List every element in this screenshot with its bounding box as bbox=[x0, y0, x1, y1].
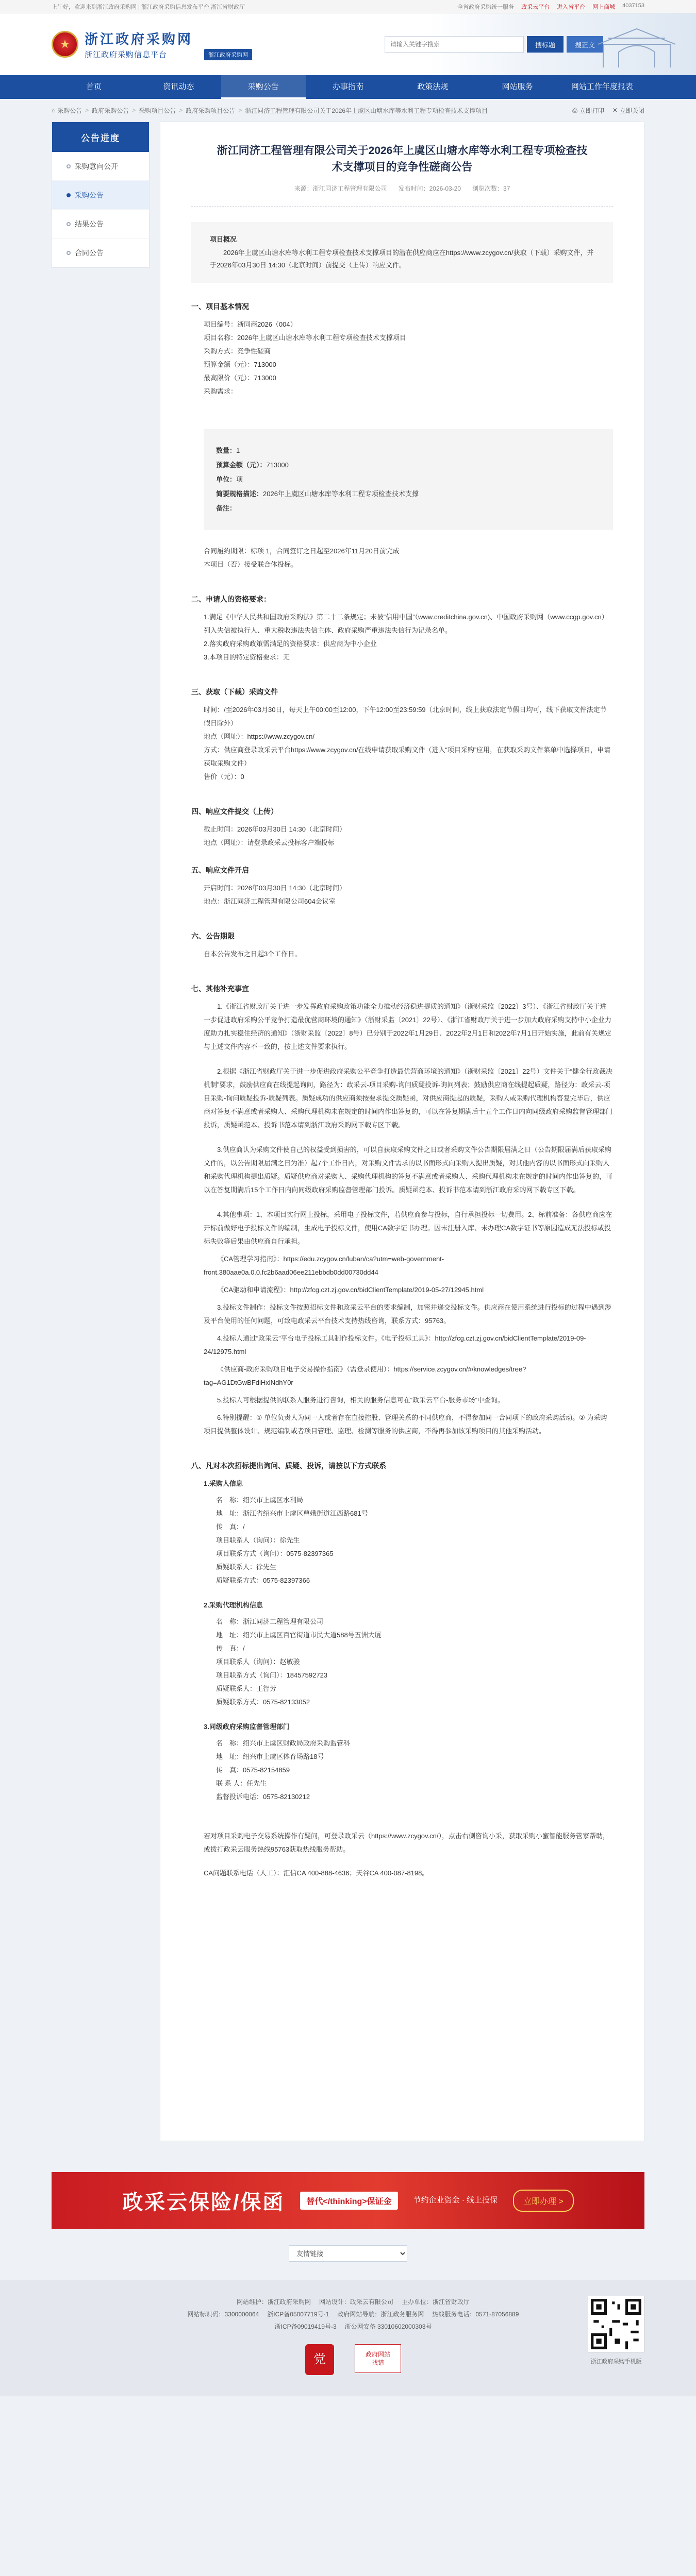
info-line: 截止时间：2026年03月30日 14:30（北京时间） bbox=[204, 825, 346, 833]
divider bbox=[191, 206, 613, 207]
nav-guide[interactable]: 办事指南 bbox=[332, 82, 363, 91]
info-line: 地点（网址）：请登录政采云投标客户端投标 bbox=[204, 839, 335, 846]
search-title-button[interactable]: 搜标题 bbox=[527, 36, 564, 53]
info-line: 合同履约期限：标项 1，合同签订之日起至2026年11月20日前完成 bbox=[204, 547, 400, 555]
search-input[interactable] bbox=[385, 36, 524, 53]
paragraph: 3.供应商认为采购文件使自己的权益受到损害的，可以自获取采购文件之日或者采购文件公告期限届满之日（公告期限届满后获取采购文件的，以公告期限届满之日为准）起7个工作日内，对采购文件需求的以书面形式向采购人提出质疑，对其他内容的以书面形式向采购人和采购代理机构提出质疑。质疑供应商对采购人、采购代理机构的答复不满意或者采购人、采购代理机构未在规定的时间内作出答复的，可以在答复期满后15个工作日内向同级政府采购监督管理部门投诉。质疑函范本、投诉书范本请到浙江政府采购网下载专区下载。 bbox=[204, 1146, 613, 1194]
breadcrumb: ⌂ 采购公告 > 政府采购公告 > 采购项目公告 > 政府采购项目公告 > 浙江同济工程管理有限公司关于2026年上虞区山塘水库等水利工程专项检查技术支撑项目 bbox=[52, 107, 488, 114]
section-title: 四、响应文件提交（上传） bbox=[191, 807, 278, 816]
section-title: 六、公告期限 bbox=[191, 932, 235, 940]
paragraph: 《供应商-政府采购项目电子交易操作指南》（需登录使用）：https://service.zcygov.cn/#/knowledges/tree?tag=AG1DtGwBFdiHxlNdhY0r bbox=[204, 1365, 526, 1386]
nav-report[interactable]: 网站工作年度报表 bbox=[571, 82, 633, 91]
meta-source: 来源：浙江同济工程管理有限公司 bbox=[294, 185, 387, 192]
paragraph: 《CA管理学习指南》：https://edu.zcygov.cn/luban/ca?utm=web-government-front.380aae0a.0.0.fc2b6aad06ee211ebbdb0dd00730dd44 bbox=[204, 1255, 444, 1276]
info-line: 时间：/至2026年03月30日，每天上午00:00至12:00，下午12:00至23:59:59（北京时间，线上获取法定节假日均可，线下获取文件法定节假日除外） bbox=[204, 706, 607, 727]
banner-title: 政采云保险/保函 bbox=[122, 2191, 285, 2214]
sidebar-item-intent[interactable]: 采购意向公开 bbox=[52, 152, 149, 181]
sidebar bbox=[52, 122, 150, 268]
budget-value: 713000 bbox=[266, 461, 289, 469]
friend-links bbox=[52, 2245, 644, 2262]
info-line: 售价（元）：0 bbox=[204, 773, 244, 781]
contact-title: 3.同级政府采购监督管理部门 bbox=[204, 1723, 290, 1731]
meta-date: 发布时间：2026-03-20 bbox=[398, 185, 461, 192]
home-icon[interactable]: ⌂ bbox=[52, 107, 56, 114]
section-title: 五、响应文件开启 bbox=[191, 866, 249, 874]
ca-note: CA问题联系电话（人工）：汇信CA 400-888-4636；天谷CA 400-087-8198。 bbox=[204, 1869, 429, 1877]
sidebar-item-contract[interactable]: 合同公告 bbox=[52, 239, 149, 267]
info-line: 3.本项目的特定资格要求：无 bbox=[204, 653, 290, 661]
nav-service[interactable]: 网站服务 bbox=[502, 82, 533, 91]
info-line: 自本公告发布之日起3个工作日。 bbox=[204, 950, 302, 958]
paragraph: 1.《浙江省财政厅关于进一步发挥政府采购政策功能全力推动经济稳进提质的通知》（浙财采监〔2022〕3号）、《浙江省财政厅关于进一步促进政府采购公平竞争打造最优营商环境的通知》（浙财采监〔2021〕22号）、《浙江省财政厅关于进一步加大政府采购支持中小企业力度助力扎实稳住经济的通知》（浙财采监〔2022〕8号）已分别于2022年1月29日、2022年2月1日和2022年7月1日开始实施，此前有关规定与上述文件内容不一致的，按上述文件要求执行。 bbox=[204, 1003, 612, 1050]
requirement-box: 数量：1 预算金额（元）：713000 单位：项 简要规格描述：2026年上虞区山塘水库等水利工程专项检查技术支撑 备注： bbox=[204, 429, 613, 530]
qr-area bbox=[588, 2296, 644, 2365]
paragraph: 3.投标文件制作：投标文件按照招标文件和政采云平台的要求编制，加密并递交投标文件。供应商在使用系统进行投标的过程中遇到涉及平台使用的任何问题，可致电政采云平台技术支持热线咨询，联系方式：95763。 bbox=[204, 1303, 611, 1325]
search-body-button[interactable]: 搜正文 bbox=[567, 36, 603, 53]
page-title: 浙江同济工程管理有限公司关于2026年上虞区山塘水库等水利工程专项检查技术支撑项目的竞争性磋商公告 bbox=[217, 145, 588, 173]
paragraph: 2.根据《浙江省财政厅关于进一步促进政府采购公平竞争打造最优营商环境的通知》（浙财采监〔2021〕22号）文件关于“健全行政裁决机制”要求，鼓励供应商在线提起询问，路径为：政采云-项目采购-询问质疑投诉-询问列表；鼓励供应商在线提起质疑，路径为：政采云-项目采购-询问质疑投诉-质疑列表。质疑成功的供应商须按要求提交质疑函，对供应商提起的质疑，采购人或采购代理机构答复完毕后，供应商对答复不满意或者采购人、采购代理机构未在规定的时间内作出答复的，可以在答复期满后十五个工作日内向同级政府采购监督管理部门投诉，质疑函范本、投诉书范本请到浙江政府采购网下载专区下载。 bbox=[204, 1067, 613, 1129]
banner-cta-button[interactable]: 立即办理 > bbox=[513, 2190, 574, 2212]
logo-tag: 浙江政府采购网 bbox=[204, 49, 252, 60]
emblem-icon: ★ bbox=[52, 31, 78, 58]
paragraph: 《CA驱动和申请流程》：http://zfcg.czt.zj.gov.cn/bidClientTemplate/2019-05-27/12945.html bbox=[217, 1286, 484, 1294]
paragraph: 4.其他事项：1、本项目实行网上投标，采用电子投标文件，若供应商参与投标，自行承担投标一切费用。2、标前准备：各供应商应在开标前做好电子投标文件的编制，生成电子投标文件，使用CA数字证书办理。因未注册入库、未办理CA数字证书等原因造成无法投标或投标失败等后果由供应商自行承担。 bbox=[204, 1211, 612, 1245]
section-title: 七、其他补充事宜 bbox=[191, 985, 249, 993]
section-title: 三、获取（下载）采购文件 bbox=[191, 688, 278, 696]
meta-views: 浏览次数：37 bbox=[472, 185, 510, 192]
purchaser-contact: 名 称：绍兴市上虞区水利局 地 址：浙江省绍兴市上虞区曹娥街道江西路681号 传 真：/ 项目联系人（询问）：徐先生 项目联系方式（询问）：0575-82397365 质疑联系人：徐先生 质疑联系方式：0575-82397366 bbox=[216, 1496, 368, 1584]
logo-subtitle: 浙江政府采购信息平台 bbox=[85, 50, 168, 59]
section-title: 八、凡对本次招标提出询问、质疑、投诉，请按以下方式联系 bbox=[191, 1462, 386, 1470]
sidebar-item-announcement[interactable]: 采购公告 bbox=[52, 181, 149, 210]
nav-policy[interactable]: 政策法规 bbox=[417, 82, 449, 91]
welcome-text: 上午好，欢迎来到浙江政府采购网 | 浙江政府采购信息发布平台 浙江省财政厅 bbox=[52, 4, 245, 10]
info-line: 最高限价（元）：713000 bbox=[204, 374, 276, 382]
article bbox=[160, 122, 644, 2141]
nav-announcements[interactable]: 采购公告 bbox=[221, 75, 306, 99]
logo-title: 浙江政府采购网 bbox=[85, 31, 193, 47]
search-area bbox=[385, 36, 603, 53]
info-line: 方式：供应商登录政采云平台https://www.zcygov.cn/在线申请获取采购文件（进入“项目采购”应用，在获取采购文件菜单中选择项目，申请获取采购文件） bbox=[204, 746, 611, 767]
top-link-mall[interactable]: 网上商城 bbox=[592, 4, 616, 10]
summary-title: 项目概况 bbox=[210, 235, 237, 243]
breadcrumb-row bbox=[52, 99, 644, 122]
top-links bbox=[457, 3, 644, 11]
visit-counter: 4037153 bbox=[622, 2, 644, 9]
top-bar bbox=[0, 0, 696, 13]
breadcrumb-item[interactable]: 采购公告 bbox=[57, 107, 82, 114]
footer-info: 网站维护：浙江政府采购网 网站设计：政采云有限公司 主办单位：浙江省财政厅 网站标识码：3300000064 浙ICP备05007719号-1 政府网站导航：浙江政务服务网 热线服务电话：0571-87056889 浙ICP备09019419号-3 浙公网安备 33010602000303号 党 政府网站 找错 bbox=[52, 2296, 588, 2375]
main-nav bbox=[0, 75, 696, 99]
project-summary bbox=[191, 222, 613, 283]
page-actions bbox=[572, 106, 644, 115]
contact-title: 1.采购人信息 bbox=[204, 1480, 243, 1487]
qr-caption: 浙江政府采购手机版 bbox=[590, 2359, 642, 2365]
banner-text: 节约企业资金 · 线上投保 bbox=[413, 2196, 498, 2205]
spec-value: 2026年上虞区山塘水库等水利工程专项检查技术支撑 bbox=[263, 490, 419, 498]
summary-text: 2026年上虞区山塘水库等水利工程专项检查技术支撑项目的潜在供应商应在https://www.zcygov.cn/获取（下载）采购文件，并于2026年03月30日 14:30（北京时间）前提交（上传）响应文件。 bbox=[210, 249, 594, 269]
info-line: 1.满足《中华人民共和国政府采购法》第二十二条规定；未被“信用中国”（www.creditchina.gov.cn)、中国政府采购网（www.ccgp.gov.cn）列入失信被执行人、重大税收违法失信主体、政府采购严重违法失信行为记录名单。 bbox=[204, 613, 608, 634]
info-line: 开启时间：2026年03月30日 14:30（北京时间） bbox=[204, 884, 346, 892]
close-icon: ✕ bbox=[612, 107, 618, 114]
info-line: 采购方式：竞争性磋商 bbox=[204, 347, 271, 355]
nav-home[interactable]: 首页 bbox=[86, 82, 102, 91]
step-dot-icon bbox=[67, 193, 71, 197]
banner-badge: 替代</thinking>保证金 bbox=[300, 2192, 397, 2210]
print-button[interactable]: ⎙ 立即打印 bbox=[572, 106, 604, 114]
info-line: 采购需求： bbox=[204, 387, 238, 395]
sidebar-item-result[interactable]: 结果公告 bbox=[52, 210, 149, 239]
sidebar-title: 公告进度 bbox=[52, 122, 149, 152]
landmark-illustration-icon bbox=[598, 24, 675, 70]
qty-value: 1 bbox=[236, 447, 240, 454]
main-area bbox=[52, 122, 644, 2141]
contact-title: 2.采购代理机构信息 bbox=[204, 1601, 263, 1609]
info-line: 预算金额（元）：713000 bbox=[204, 361, 276, 368]
breadcrumb-item[interactable]: 采购项目公告 bbox=[139, 107, 176, 114]
step-dot-icon bbox=[67, 251, 71, 255]
info-line: 地点（网址）：https://www.zcygov.cn/ bbox=[204, 733, 315, 740]
info-line: 项目编号：浙同商2026（004） bbox=[204, 320, 297, 328]
site-footer bbox=[0, 2280, 696, 2396]
promo-banner[interactable] bbox=[52, 2172, 644, 2229]
article-meta bbox=[191, 184, 613, 193]
breadcrumb-item[interactable]: 政府采购公告 bbox=[92, 107, 129, 114]
qr-code-icon bbox=[588, 2296, 644, 2352]
agency-contact: 名 称：浙江同济工程管理有限公司 地 址：绍兴市上虞区百官街道市民大道588号五洲大厦 传 真：/ 项目联系人（询问）：赵敏骏 项目联系方式（询问）：18457592723 质疑联系人：王智芳 质疑联系方式：0575-82133052 bbox=[216, 1618, 382, 1706]
step-dot-icon bbox=[67, 222, 71, 226]
gov-website-badge-icon[interactable]: 政府网站 找错 bbox=[355, 2344, 401, 2373]
nav-news[interactable]: 资讯动态 bbox=[163, 82, 194, 91]
close-button[interactable]: ✕ 立即关闭 bbox=[612, 107, 644, 114]
breadcrumb-current: 浙江同济工程管理有限公司关于2026年上虞区山塘水库等水利工程专项检查技术支撑项目 bbox=[245, 107, 488, 114]
info-line: 本项目（否）接受联合体投标。 bbox=[204, 561, 298, 568]
gov-badge-icon[interactable]: 党 bbox=[305, 2344, 334, 2375]
supervisor-contact: 名 称：绍兴市上虞区财政局政府采购监管科 地 址：绍兴市上虞区体育场路18号 传 真：0575-82154859 联 系 人：任先生 监督投诉电话：0575-82130212 bbox=[216, 1739, 351, 1801]
top-link-zcy[interactable]: 政采云平台 bbox=[521, 4, 550, 10]
print-icon: ⎙ bbox=[572, 106, 577, 114]
paragraph: 4.投标人通过“政采云”平台电子投标工具制作投标文件。《电子投标工具》：http://zfcg.czt.zj.gov.cn/bidClientTemplate/2019-09-24/12975.html bbox=[204, 1334, 586, 1355]
site-header bbox=[0, 13, 696, 75]
info-line: 项目名称：2026年上虞区山塘水库等水利工程专项检查技术支撑项目 bbox=[204, 334, 406, 342]
paragraph: 6.特别提醒：① 单位负责人为同一人或者存在直接控股、管理关系的不同供应商，不得参加同一合同项下的政府采购活动。② 为采购项目提供整体设计、规范编制或者项目管理、监理、检测等服务的供应商，不得再参加该采购项目的其他采购活动。 bbox=[204, 1414, 607, 1435]
top-link-service[interactable]: 全省政府采购统一服务 bbox=[457, 4, 515, 10]
step-dot-icon bbox=[67, 164, 71, 168]
info-line: 地点：浙江同济工程管理有限公司604会议室 bbox=[204, 897, 336, 905]
paragraph: 5.投标人可根据提供的联系人服务进行咨询，相关的服务信息可在“政采云平台-服务市场”中查询。 bbox=[217, 1396, 504, 1404]
section-title: 二、申请人的资格要求： bbox=[191, 595, 271, 603]
site-logo[interactable] bbox=[52, 28, 252, 60]
section-title: 一、项目基本情况 bbox=[191, 302, 249, 311]
info-line: 2.落实政府采购政策需满足的资格要求：供应商为中小企业 bbox=[204, 640, 377, 648]
help-note: 若对项目采购电子交易系统操作有疑问，可登录政采云（https://www.zcygov.cn/），点击右侧咨询小采，获取采购小蜜智能服务管家帮助，或拨打政采云服务热线95763获取热线服务帮助。 bbox=[204, 1832, 610, 1853]
top-link-province[interactable]: 进入省平台 bbox=[557, 4, 586, 10]
breadcrumb-item[interactable]: 政府采购项目公告 bbox=[186, 107, 236, 114]
friend-link-select[interactable] bbox=[289, 2245, 407, 2262]
unit-value: 项 bbox=[236, 476, 243, 483]
